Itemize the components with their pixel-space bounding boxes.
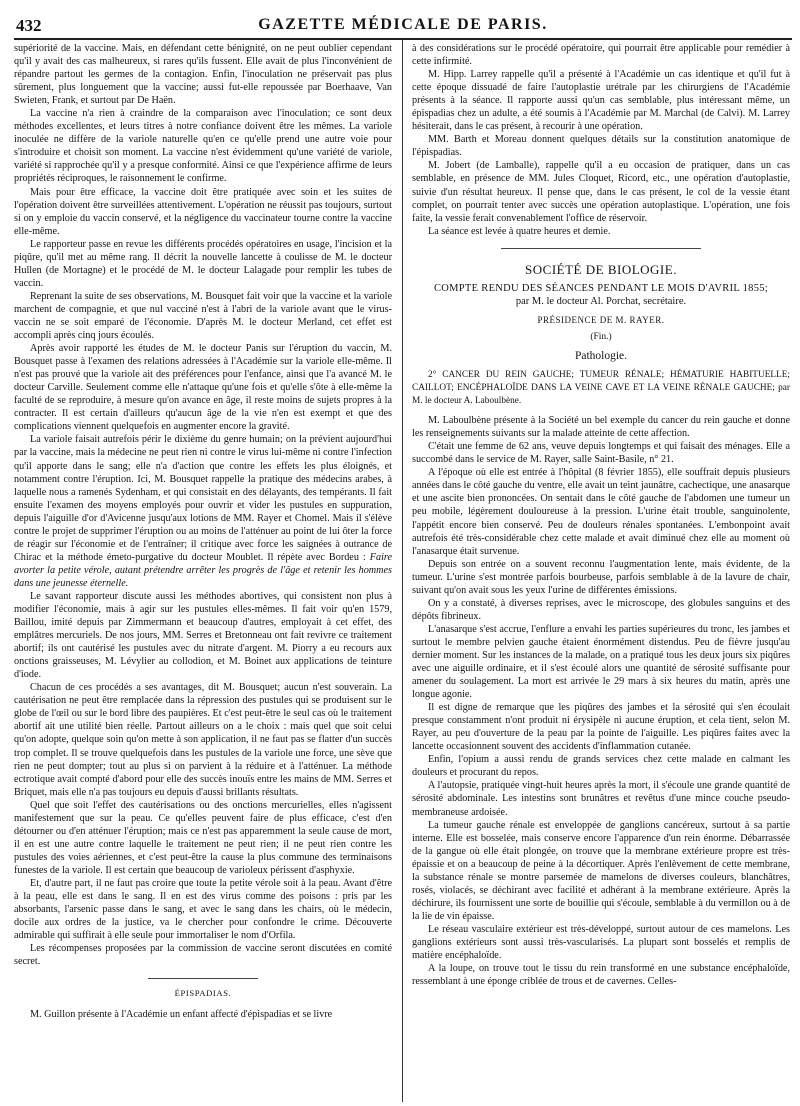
society-title: SOCIÉTÉ DE BIOLOGIE.: [525, 261, 677, 277]
newspaper-page: [14, 0, 792, 1106]
paragraph: A l'autopsie, pratiquée vingt-huit heures après la mort, il s'écoule une grande quantité de sérosité abdominale. Les intestins sont brunâtres et revêtus d'une mince couche pseudo-membraneuse ardoisée.: [412, 780, 790, 818]
topic-heading: 2° CANCER DU REIN GAUCHE; TUMEUR RÉNALE; HÉMATURIE HABITUELLE; CAILLOT; ENCÉPHALOÏDE DANS LA VEINE CAVE ET LA VEINE RÉNALE GAUCHE; par M. le docteur A. Laboulbène.: [412, 369, 790, 407]
paragraph: A l'époque où elle est entrée à l'hôpital (8 février 1855), elle souffrait depuis plusieurs années dans le côté gauche du ventre, elle avait un teint jaunâtre, cachectique, une anasarque et une ascite bien prononcées. On sentait dans le côté gauche de l'abdomen une tumeur un peu mobile, légèrement douloureuse à la pression. L'urine était trouble, sanguinolente, l'appétit encore bien conservé. Peu de douleurs rénales spontanées. L'embonpoint avait autrefois été très-considérable chez cette malade et avait diminué chez elle au moment où l'anasarque était survenue.: [412, 467, 790, 557]
journal-title: GAZETTE MÉDICALE DE PARIS.: [258, 16, 548, 33]
paragraph: Il est digne de remarque que les piqûres des jambes et la sérosité qui s'en écoulait presque constamment n'ont produit ni érysipèle ni aucune éruption, et cela tient, selon M. Rayer, au peu d'ouverture de la peau par la pointe de l'aiguille. Les piqûres faites avec la lancette occasionnent souvent des accidents d'inflammation cutanée.: [412, 702, 790, 753]
paragraph: Le rapporteur passe en revue les différents procédés opératoires en usage, l'incision et la piqûre, qu'il met au même rang. Il décrit la nouvelle lancette à coulisse de M. le docteur Hullen (de Mortagne) et le procédé de M. le docteur Lalagade pour remplir les tubes de vaccin.: [14, 238, 392, 289]
paragraph: Le réseau vasculaire extérieur est très-développé, surtout autour de ces mamelons. Les ganglions extérieurs sont aussi très-vascularisés. La plupart sont bosselés et remplis de matière encéphaloïde.: [412, 923, 790, 962]
paragraph: A la loupe, on trouve tout le tissu du rein transformé en une substance encéphaloïde, ressemblant à une éponge criblée de trous et de cavernes. Celles-: [412, 963, 790, 988]
paragraph: On y a constaté, à diverses reprises, avec le microscope, des globules sanguins et des dépôts fibrineux.: [412, 597, 790, 622]
paragraph: La tumeur gauche rénale est enveloppée de ganglions cancéreux, surtout à sa partie interne. Elle est bosselée, mais conserve encore l'apparence d'un rein énorme. Débarrassée de la gangue où elle était plongée, on trouve que la membrane extérieure propre est très-épaissie et on a beaucoup de peine à la décortiquer. Après l'enlèvement de cette membrane, la substance rénale se montre parsemée de mamelons de diverses couleurs, blanchâtres, rosés, violacés, se déchirant avec facilité et adhérant à la membrane extérieure. Après la déchirure, ils fournissent une sorte de bouillie qui s'écoule, semblable à du vermillon ou à de la lie de vin épaisse.: [412, 819, 790, 922]
paragraph: Quel que soit l'effet des cautérisations ou des onctions mercurielles, elles n'agissent manifestement que sur la peau. Ce qu'elles peuvent faire de plus efficace, c'est d'en détourner ou d'en atténuer l'éruption; mais ce n'est pas apparemment la seule cause de mort, il en est une autre contre laquelle le traitement ne peut rien; il ne peut rien contre les pustules des voies aériennes, et c'est peut-être la cause la plus commune des terminaisons funestes de la variole. Il est certain que beaucoup de varioleux périssent d'asphyxie.: [14, 799, 392, 876]
paragraph: Depuis son entrée on a souvent reconnu l'augmentation lente, mais évidente, de la tumeur. L'urine s'est montrée parfois bourbeuse, parfois semblable à de la lavure de chair, suivant qu'on avait sous les yeux l'urine de différentes émissions.: [412, 558, 790, 596]
paragraph: Enfin, l'opium a aussi rendu de grands services chez cette malade en calmant les douleurs et procurant du repos.: [412, 754, 790, 779]
paragraph-text: La variole faisait autrefois périr le dixième du genre humain; on la prévient aujourd'hui par la vaccine, mais la médecine ne peut rien ni contre le virus lui-même ni contre l'infection qu'il apporte dans le sang; elle n'a d'action que contre les effets les plus éloignés, et notamment contre l'éruption. Ici, M. Bousquet rappelle la pratique des médecins arabes, à laquelle nous a ramenés Sydenham, et qui consistait en des délayants, des tempérants. Il fait ensuite l'examen des moyens employés pour ouvrir et vider les pustules en suppuration, depuis l'aiguille d'or d'Avicenne jusqu'aux lotions de MM. Rayer et Chomel. Mais il s'élève contre le projet de supprimer l'éruption ou au moins de l'atténuer au point de lui ôter la force de réagir sur l'économie et de l'entraîner; il critique avec force les saignées à outrance de Chirac et la méthode émeto-purgative du docteur Moublet. Il répète avec Bordeu :: [14, 434, 392, 563]
paragraph: M. Laboulbène présente à la Société un bel exemple du cancer du rein gauche et donne les renseignements suivants sur la malade atteinte de cette affection.: [412, 415, 790, 440]
paragraph: Chacun de ces procédés a ses avantages, dit M. Bousquet; aucun n'est souverain. La cautérisation ne peut être remplacée dans la répression des pustules qui se produisent sur le globe de l'œil ou sur le bord libre des paupières. Et c'est peut-être le seul cas où le traitement abortif ait une utilité bien réelle. Partout ailleurs on a le choix : mais quel que soit celui qu'on adopte, quelque soin qu'on mette à son application, il ne faut pas se flatter d'un succès trop complet. Il se trouve quelquefois dans les pustules de la variole une force, une sève que rien ne peut dompter; tout au plus si on parvient à la réduire et à l'atténuer. La méthode ectrotique avait compté d'abord pour elle des succès inouïs entre les mains de MM. Serres et Briquet, mais elle n'a pas toujours eu depuis d'aussi brillants résultats.: [14, 682, 392, 798]
column-rule: [402, 40, 403, 1102]
paragraph: MM. Barth et Moreau donnent quelques détails sur la constitution anatomique de l'épispadias.: [412, 134, 790, 159]
report-subtitle: [412, 282, 790, 308]
pathologie-heading: Pathologie.: [574, 349, 628, 362]
paragraph: L'anasarque s'est accrue, l'enflure a envahi les parties supérieures du tronc, les jambes et surtout le membre pelvien gauche étaient énormément distendus. Peu de fièvre jusqu'au dernier moment. Sur les instances de la malade, on a pratiqué tous les deux jours six piqûres avec une aiguille ordinaire, et il s'est écoulé alors une quantité de sérosité suffisante pour amener du soulagement. La mort est arrivée le 29 mars à six heures du matin, après une longue agonie.: [412, 623, 790, 701]
right-column: [412, 42, 790, 1102]
paragraph: supériorité de la vaccine. Mais, en défendant cette bénignité, on ne peut oublier cependant qu'il y avait des cas malheureux, si rares qu'ils fussent. Elle avait de plus l'inconvénient de répandre partout les germes de la contagion. Enfin, l'inoculation ne préservait pas plus sûrement, plus longuement que la vaccine; aussi fut-elle repoussée par Boerhaave, Van Swieten, Frank, et surtout par De Haën.: [14, 43, 392, 107]
paragraph: Et, d'autre part, il ne faut pas croire que toute la petite vérole soit à la peau. Avant d'être à la peau, elle est dans le sang. Il en est des virus comme des poisons : pris par les absorbants, l'arsenic passe dans le sang, et avec le sang dans les chairs, où le médecin, docile aux ordres de la justice, va le chercher pour confondre le crime. Découverte admirable qui suffirait à elle seule pour immortaliser le nom d'Orfila.: [14, 878, 392, 942]
separator: [148, 978, 258, 979]
paragraph: Mais pour être efficace, la vaccine doit être pratiquée avec soin et les suites de l'opération doivent être surveillées attentivement. L'opération ne réussit pas toujours, surtout si on y emploie du vaccin conservé, et la négligence du vaccinateur tourne contre la vaccine elle-même.: [14, 186, 392, 237]
paragraph: à des considérations sur le procédé opératoire, qui pourrait être applicable pour remédier à cette infirmité.: [412, 43, 790, 68]
separator: [501, 248, 701, 249]
paragraph: La séance est levée à quatre heures et demie.: [428, 225, 611, 237]
paragraph: Après avoir rapporté les études de M. le docteur Panis sur l'éruption du vaccin, M. Bousquet passe à l'examen des relations adressées à l'Académie sur la variole elle-même. Il n'est pas prouvé que la variole ait des préférences pour l'enfance, ainsi que l'a avancé M. le docteur Carville. Seulement comme elle n'attaque qu'une fois et qu'elle s'ôte à elle-même la faculté de se reproduire, à mesure qu'on avance en âge, il reste moins de sujets propres à la contracter. Il est certain d'ailleurs qu'aucun âge de la vie n'en est exempt et que des complications viennent quelquefois en augmenter encore la gravité.: [14, 343, 392, 433]
paragraph: M. Guillon présente à l'Académie un enfant affecté d'épispadias et se livre: [30, 1009, 333, 1021]
page-header: [14, 14, 792, 40]
paragraph: Le savant rapporteur discute aussi les méthodes abortives, qui consistent non plus à modifier l'économie, mais à agir sur les pustules elles-mêmes. Il fait voir qu'en 1579, Baillou, imité depuis par Zimmermann et beaucoup d'autres, employait à cet effet, des emplâtres mercuriels. De nos jours, MM. Serres et Bretonneau ont fait revivre ce traitement abortif; ils ont cautérisé les pustules avec du nitrate d'argent. M. Piorry a eu recours aux onctions graisseuses, M. Lévylier au collodion, et M. Boinet aux applications de teinture d'iode.: [14, 590, 392, 681]
report-author: par M. le docteur Al. Porchat, secrétaire.: [515, 295, 687, 307]
paragraph-with-quote: [14, 433, 392, 590]
paragraph: M. Jobert (de Lamballe), rappelle qu'il a eu occasion de pratiquer, dans un cas semblable, en présence de MM. Jules Cloquet, Ricord, etc., une opération d'autoplastie, suivie d'un résultat heureux. Il pense que, dans le cas présent, le col de la vessie étant complet, on pourrait tenter avec succès une opération autoplastique. L'opération, une fois faite, la vessie ferait convenablement l'office de réservoir.: [412, 160, 790, 224]
report-subtitle-line: COMPTE RENDU DES SÉANCES PENDANT LE MOIS D'AVRIL 1855;: [433, 282, 769, 294]
presidence: PRÉSIDENCE DE M. RAYER.: [537, 314, 665, 325]
left-column: [14, 42, 392, 1102]
paragraph: C'était une femme de 62 ans, veuve depuis longtemps et qui faisait des ménages. Elle a succombé dans le service de M. Rayer, salle Saint-Basile, n° 21.: [412, 441, 790, 466]
page-number: 432: [16, 16, 42, 35]
paragraph: La vaccine n'a rien à craindre de la comparaison avec l'inoculation; ce sont deux méthodes excellentes, et leurs titres à notre confiance doivent être les mêmes. La variole inoculée ne diffère de la variole naturelle qu'en ce qu'elle prend une autre voie pour s'introduire et choisit son moment. La vaccine n'est évidemment qu'une variété de variole, variété si rapprochée qu'il y a presque conformité. Ainsi ce que l'expérience affirme de leurs propriétés réciproques, le raisonnement le confirme.: [14, 108, 392, 185]
paragraph: Reprenant la suite de ses observations, M. Bousquet fait voir que la vaccine et la variole marchent de compagnie, et que nul vacciné n'est à l'abri de la variole avant que le virus-vaccin ne se soit emparé de l'économie. D'après M. le docteur Merland, cet effet est accompli après cinq jours écoulés.: [14, 290, 392, 342]
fin-marker: (Fin.): [590, 331, 612, 342]
bordeu-quote: Faire avorter la petite vérole, autant prétendre arrêter les progrès de l'âge et retenir les hommes dans une jeunesse éternelle.: [14, 551, 392, 589]
section-subheading: ÉPISPADIAS.: [174, 988, 232, 999]
paragraph: M. Hipp. Larrey rappelle qu'il a présenté à l'Académie un cas identique et qu'il fut à cette époque dissuadé de faire l'autoplastie urétrale par les chirurgiens de l'Académie présents à la séance. Il rapporte aussi qu'un cas semblable, plus intéressant même, un épispadias chez un adulte, a été soumis à l'Académie par M. Marchal (de Calvi). M. Larrey hésiterait, dans le cas présent, à recourir à une opération.: [412, 69, 790, 133]
paragraph: Les récompenses proposées par la commission de vaccine seront discutées en comité secret.: [14, 943, 392, 968]
